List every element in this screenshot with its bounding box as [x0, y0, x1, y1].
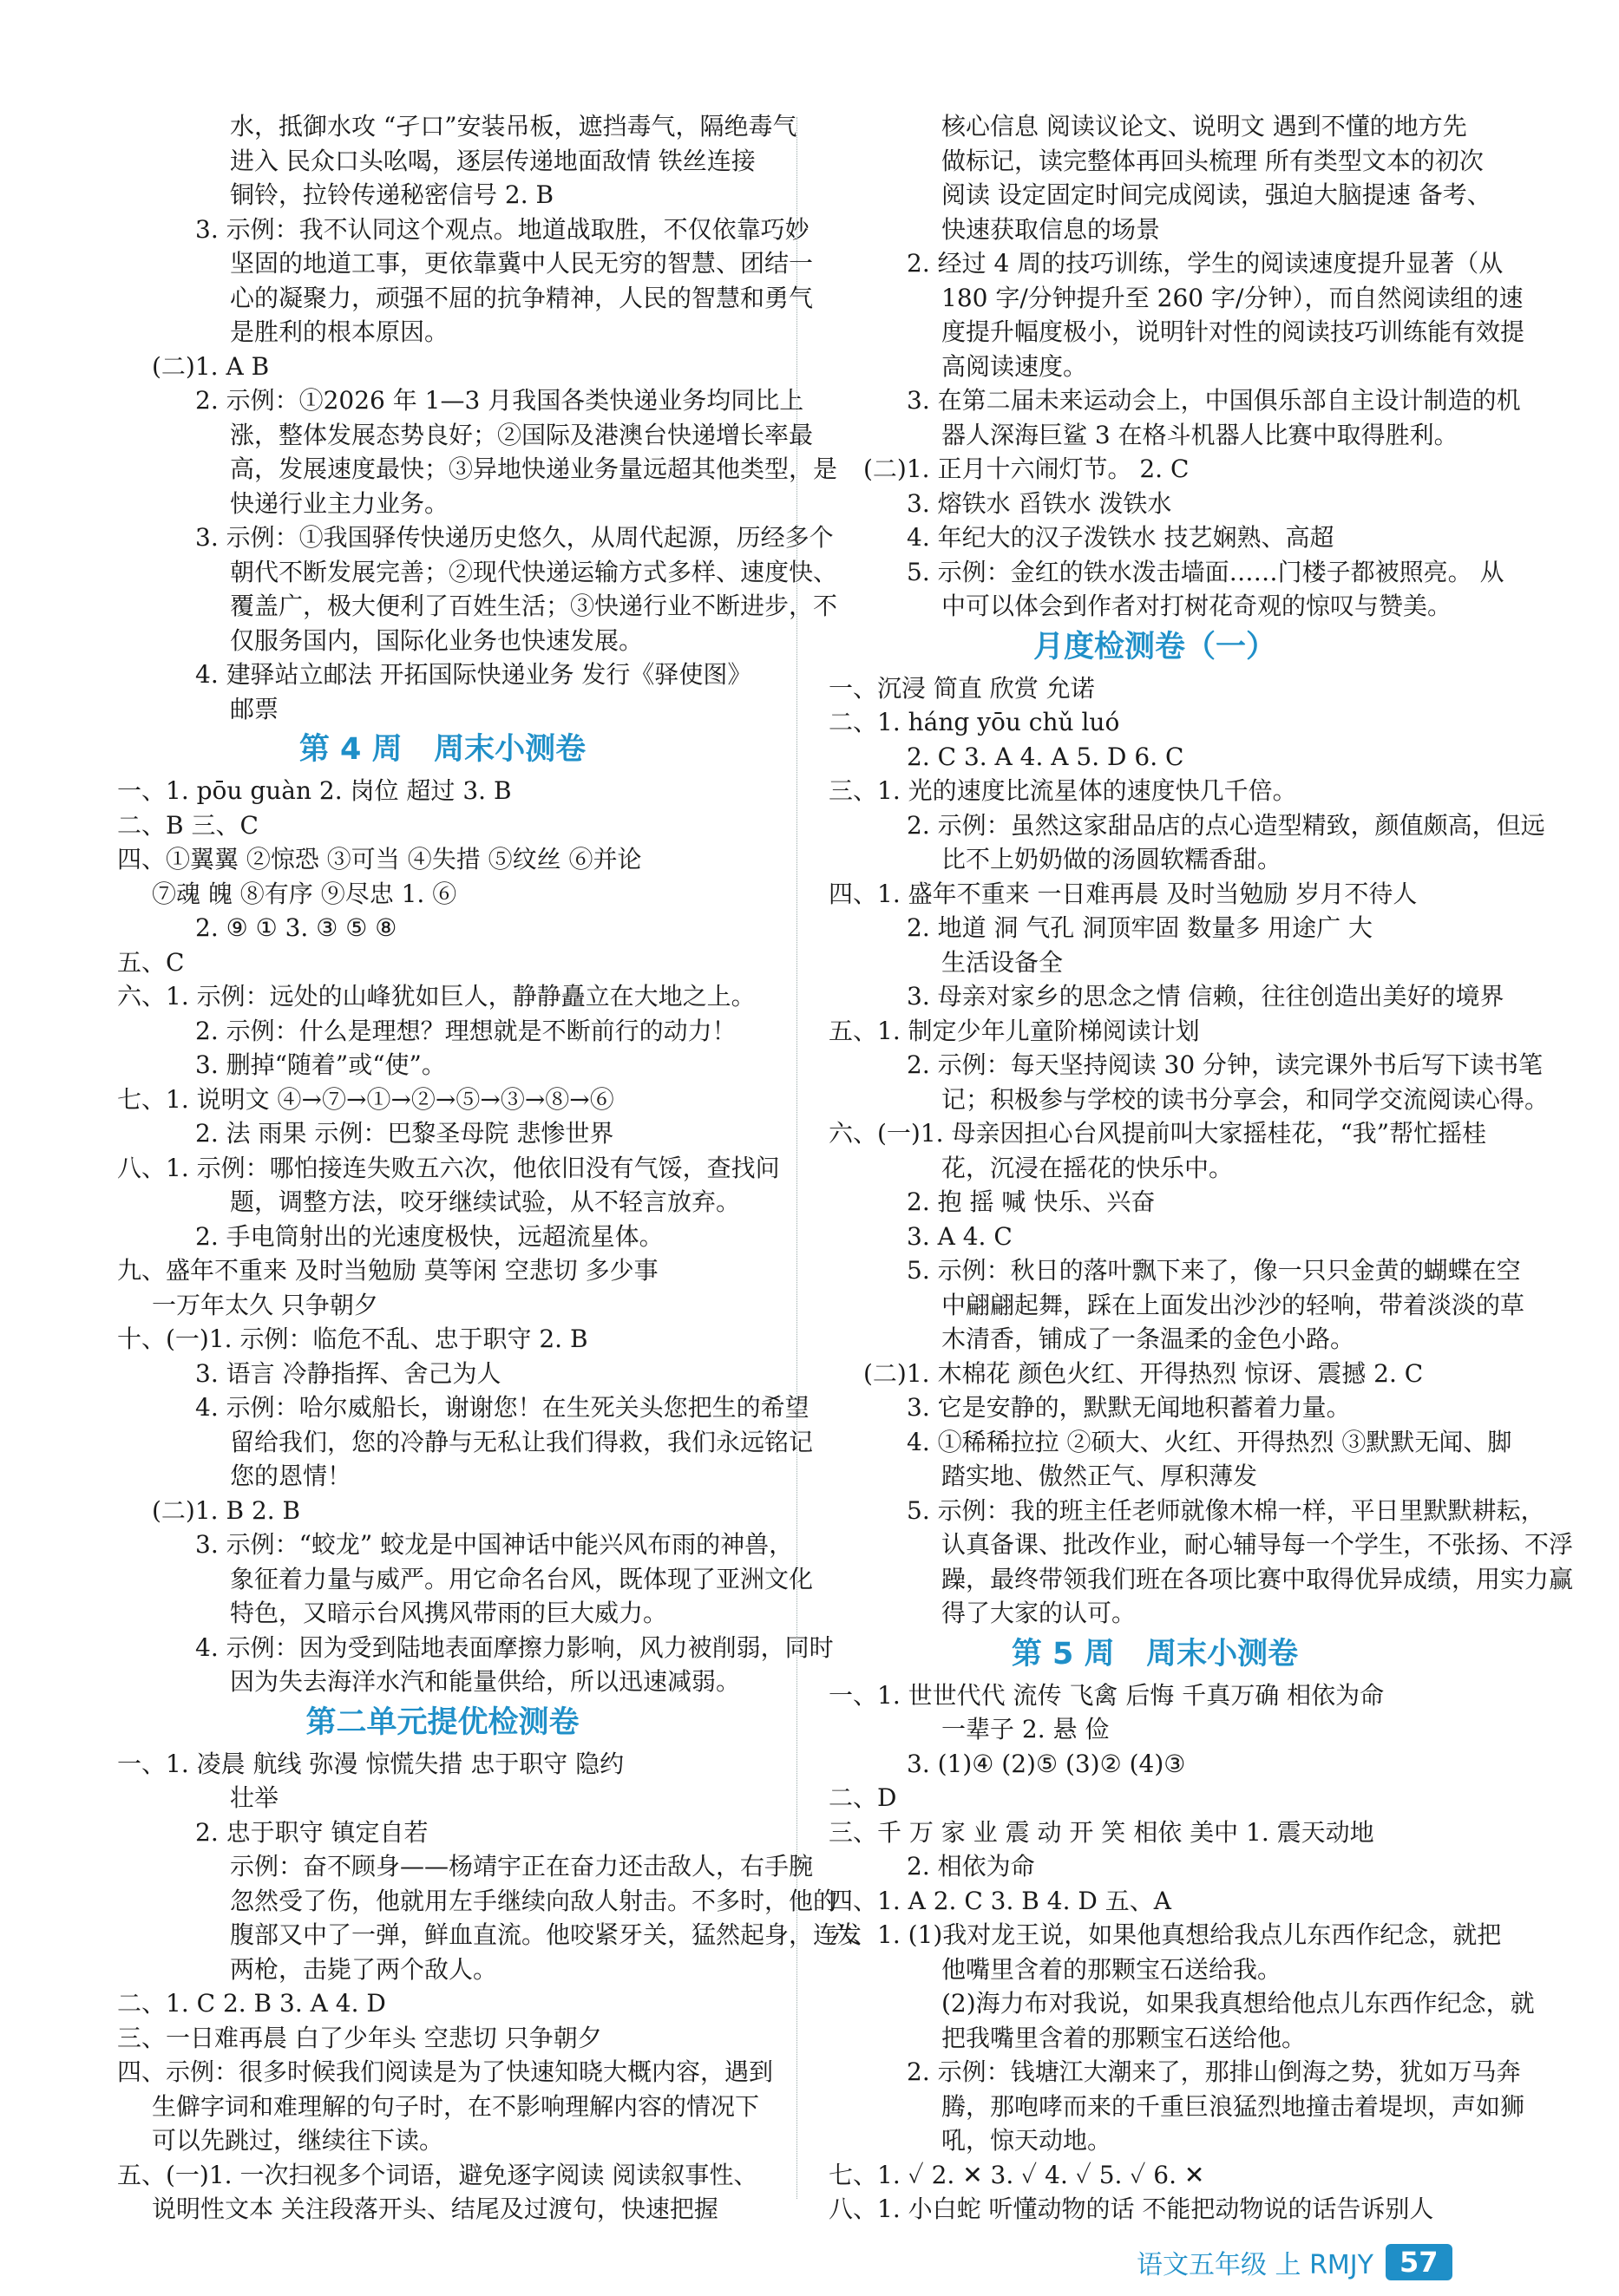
- answer-line: 二、1. háng yōu chǔ luó: [829, 708, 1120, 736]
- page-footer: [1137, 2242, 1452, 2281]
- answer-line: 2. 相依为命: [907, 1852, 1035, 1881]
- answer-line: 一辈子 2. 悬 俭: [941, 1715, 1110, 1743]
- answer-line: 他嘴里含着的那颗宝石送给我。: [941, 1954, 1282, 1984]
- answer-line: 2. 手电筒射出的光速度极快，远超流星体。: [195, 1221, 664, 1251]
- answer-line: 二、B 三、C: [117, 810, 259, 840]
- answer-line: 象征着力量与威严。用它命名台风，既体现了亚洲文化: [230, 1564, 814, 1593]
- answer-line: 心的凝聚力，顽强不屈的抗争精神，人民的智慧和勇气: [230, 283, 814, 312]
- answer-line: 3. A 4. C: [907, 1221, 1013, 1251]
- answer-line: (二)1. 正月十六闹灯节。 2. C: [863, 455, 1190, 483]
- answer-line: 3. 示例：“蛟龙” 蛟龙是中国神话中能兴风布雨的神兽，: [195, 1530, 794, 1559]
- answer-line: 做标记，读完整体再回头梳理 所有类型文本的初次: [941, 146, 1484, 175]
- answer-line: 阅读 设定固定时间完成阅读，强迫大脑提速 备考、: [941, 180, 1491, 209]
- answer-line: 题，调整方法，咬牙继续试验，从不轻言放弃。: [230, 1187, 741, 1216]
- answer-line: 三、1. 光的速度比流星体的速度快几千倍。: [829, 776, 1297, 805]
- answer-line: 说明性文本 关注段落开头、结尾及过渡句，快速把握: [152, 2195, 718, 2223]
- answer-line: 度提升幅度极小，说明针对性的阅读技巧训练能有效提: [941, 317, 1525, 346]
- answer-line: 特色，又暗示台风携风带雨的巨大威力。: [230, 1599, 668, 1627]
- answer-line: 3. 熔铁水 舀铁水 泼铁水: [907, 488, 1172, 518]
- answer-line: 因为失去海洋水汽和能量供给，所以迅速减弱。: [230, 1667, 741, 1696]
- answer-line: 六、1. (1)我对龙王说，如果他真想给我点儿东西作纪念，就把: [829, 1920, 1502, 1949]
- answer-line: 4. 年纪大的汉子泼铁水 技艺娴熟、高超: [907, 523, 1334, 552]
- answer-line: 花，沉浸在摇花的快乐中。: [941, 1153, 1234, 1182]
- answer-line: 木清香，铺成了一条温柔的金色小路。: [941, 1325, 1355, 1353]
- answer-line: 二、1. C 2. B 3. A 4. D: [117, 1989, 386, 2018]
- answer-line: 四、1. 盛年不重来 一日难再晨 及时当勉励 岁月不待人: [829, 879, 1418, 908]
- answer-line: 七、1. 说明文 ④→⑦→①→②→⑤→③→⑧→⑥: [117, 1084, 614, 1114]
- answer-line: 示例：奋不顾身——杨靖宇正在奋力还击敌人，右手腕: [230, 1852, 814, 1881]
- answer-line: 进入 民众口头吆喝，逐层传递地面敌情 铁丝连接: [230, 146, 756, 175]
- answer-line: 5. 示例：我的班主任老师就像木棉一样，平日里默默耕耘，: [907, 1495, 1545, 1525]
- answer-line: 三、千 万 家 业 震 动 开 笑 相依 美中 1. 震天动地: [829, 1817, 1374, 1847]
- answer-line: 把我嘴里含着的那颗宝石送给他。: [941, 2023, 1307, 2052]
- answer-line: 2. 示例：虽然这家甜品店的点心造型精致，颜值颇高，但远: [907, 810, 1545, 840]
- answer-line: 中可以体会到作者对打树花奇观的惊叹与赞美。: [941, 592, 1452, 620]
- answer-line: 九、盛年不重来 及时当勉励 莫等闲 空悲切 多少事: [117, 1256, 659, 1285]
- section-heading: 第 5 周 周末小测卷: [1011, 1636, 1299, 1671]
- answer-line: 躁，最终带领我们班在各项比赛中取得优异成绩，用实力赢: [941, 1564, 1574, 1593]
- answer-line: 一、1. 世世代代 流传 飞禽 后悔 千真万确 相依为命: [829, 1680, 1385, 1710]
- answer-line: 六、(一)1. 母亲因担心台风提前叫大家摇桂花，“我”帮忙摇桂: [829, 1119, 1487, 1148]
- left-column: [117, 109, 862, 2227]
- footer-label: 语文五年级 上 RMJY: [1137, 2249, 1373, 2280]
- answer-line: 5. 示例：秋日的落叶飘下来了，像一只只金黄的蝴蝶在空: [907, 1256, 1521, 1285]
- answer-line: 腾，那咆哮而来的千重巨浪猛烈地撞击着堤坝，声如狮: [941, 2091, 1525, 2121]
- answer-line: 4. 建驿站立邮法 开拓国际快递业务 发行《驿使图》: [195, 660, 752, 689]
- answer-line: 壮举: [230, 1783, 279, 1812]
- answer-line: 生活设备全: [941, 947, 1064, 977]
- answer-line: 3. 语言 冷静指挥、舍己为人: [195, 1358, 501, 1388]
- answer-line: 2. 示例：什么是理想？理想就是不断前行的动力！: [195, 1016, 737, 1045]
- answer-line: 中翩翩起舞，踩在上面发出沙沙的轻响，带着淡淡的草: [941, 1290, 1525, 1319]
- answer-line: 3. 示例：我不认同这个观点。地道战取胜，不仅依靠巧妙: [195, 214, 810, 244]
- answer-line: 水，抵御水攻 “孑口”安装吊板，遮挡毒气，隔绝毒气: [230, 112, 797, 141]
- right-column: [829, 109, 1574, 2227]
- answer-line: 留给我们，您的冷静与无私让我们得救，我们永远铭记: [230, 1427, 814, 1456]
- section-heading: 月度检测卷（一）: [1032, 629, 1276, 664]
- answer-line: 4. ①稀稀拉拉 ②硕大、火红、开得热烈 ③默默无闻、脚: [907, 1427, 1512, 1456]
- answer-line: 一、沉浸 简直 欣赏 允诺: [829, 673, 1095, 703]
- answer-line: 4. 示例：哈尔威船长，谢谢您！在生死关头您把生的希望: [195, 1393, 810, 1422]
- answer-line: (二)1. B 2. B: [152, 1495, 301, 1525]
- answer-line: 吼，惊天动地。: [941, 2126, 1112, 2155]
- answer-line: 仅服务国内，国际化业务也快速发展。: [230, 625, 644, 655]
- answer-line: 生僻字词和难理解的句子时，在不影响理解内容的情况下: [152, 2091, 760, 2121]
- answer-line: 八、1. 小白蛇 听懂动物的话 不能把动物说的话告诉别人: [829, 2195, 1434, 2223]
- answer-line: 四、示例：很多时候我们阅读是为了快速知晓大概内容，遇到: [117, 2057, 774, 2086]
- answer-line: 快递行业主力业务。: [230, 488, 449, 518]
- answer-line: 五、(一)1. 一次扫视多个词语，避免逐字阅读 阅读叙事性、: [117, 2160, 758, 2189]
- answer-line: 十、(一)1. 示例：临危不乱、忠于职守 2. B: [117, 1325, 588, 1353]
- answer-line: (2)海力布对我说，如果我真想给他点儿东西作纪念，就: [941, 1989, 1535, 2018]
- answer-line: 覆盖广，极大便利了百姓生活；③快递行业不断进步，不: [230, 592, 838, 620]
- answer-line: 3. 母亲对家乡的思念之情 信赖，往往创造出美好的境界: [907, 982, 1504, 1011]
- answer-line: 一、1. 凌晨 航线 弥漫 惊慌失措 忠于职守 隐约: [117, 1749, 625, 1778]
- answer-line: 比不上奶奶做的汤圆软糯香甜。: [941, 845, 1282, 873]
- answer-line: 认真备课、批改作业，耐心辅导每一个学生，不张扬、不浮: [941, 1530, 1574, 1559]
- answer-line: 3. 它是安静的，默默无闻地积蓄着力量。: [907, 1393, 1351, 1422]
- answer-line: (二)1. A B: [152, 351, 270, 381]
- answer-line: 六、1. 示例：远处的山峰犹如巨人，静静矗立在大地之上。: [117, 982, 756, 1011]
- answer-line: 高，发展速度最快；③异地快递业务量远超其他类型，是: [230, 455, 838, 483]
- answer-line: 坚固的地道工事，更依靠冀中人民无穷的智慧、团结一: [230, 249, 814, 278]
- answer-line: 核心信息 阅读议论文、说明文 遇到不懂的地方先: [941, 112, 1467, 141]
- answer-line: 邮票: [230, 694, 279, 723]
- section-heading: 第 4 周 周末小测卷: [298, 732, 587, 767]
- answer-line: 2. 示例：钱塘江大潮来了，那排山倒海之势，犹如万马奔: [907, 2057, 1521, 2086]
- answer-line: 3. 删掉“随着”或“使”。: [195, 1050, 446, 1079]
- answer-line: 2. 法 雨果 示例：巴黎圣母院 悲惨世界: [195, 1119, 614, 1148]
- answer-line: 铜铃，拉铃传递秘密信号 2. B: [230, 180, 554, 209]
- answer-line: 3. 示例：①我国驿传快递历史悠久，从周代起源，历经多个: [195, 523, 834, 552]
- answer-line: 2. 经过 4 周的技巧训练，学生的阅读速度提升显著（从: [907, 249, 1504, 278]
- answer-line: 四、①翼翼 ②惊恐 ③可当 ④失措 ⑤纹丝 ⑥并论: [117, 845, 642, 873]
- answer-line: 五、1. 制定少年儿童阶梯阅读计划: [829, 1016, 1200, 1045]
- answer-line: 忽然受了伤，他就用左手继续向敌人射击。不多时，他的: [230, 1886, 838, 1915]
- answer-line: 3. (1)④ (2)⑤ (3)② (4)③: [907, 1749, 1186, 1778]
- answer-line: 二、D: [829, 1783, 897, 1812]
- answer-line: 4. 示例：因为受到陆地表面摩擦力影响，风力被削弱，同时: [195, 1632, 834, 1662]
- answer-line: 您的恩情！: [230, 1462, 352, 1490]
- answer-line: 2. 示例：①2026 年 1—3 月我国各类快递业务均同比上: [195, 386, 804, 415]
- answer-line: 五、C: [117, 947, 185, 977]
- answer-line: 两枪，击毙了两个敌人。: [230, 1954, 498, 1984]
- answer-line: 2. ⑨ ① 3. ③ ⑤ ⑧: [195, 913, 397, 942]
- answer-line: 3. 在第二届未来运动会上，中国俱乐部自主设计制造的机: [907, 386, 1521, 415]
- answer-line: 得了大家的认可。: [941, 1599, 1137, 1627]
- answer-line: 三、一日难再晨 白了少年头 空悲切 只争朝夕: [117, 2023, 602, 2052]
- answer-line: 可以先跳过，继续往下读。: [152, 2126, 444, 2155]
- answer-line: (二)1. 木棉花 颜色火红、开得热烈 惊讶、震撼 2. C: [863, 1358, 1424, 1388]
- answer-line: 2. 忠于职守 镇定自若: [195, 1817, 429, 1847]
- answer-line: 朝代不断发展完善；②现代快递运输方式多样、速度快、: [230, 557, 838, 586]
- answer-line: 2. C 3. A 4. A 5. D 6. C: [907, 742, 1184, 771]
- answer-line: 一、1. pōu guàn 2. 岗位 超过 3. B: [117, 776, 512, 805]
- answer-line: 八、1. 示例：哪怕接连失败五六次，他依旧没有气馁，查找问: [117, 1153, 780, 1182]
- answer-line: 器人深海巨鲨 3 在格斗机器人比赛中取得胜利。: [941, 420, 1458, 449]
- answer-line: ⑦魂 魄 ⑧有序 ⑨尽忠 1. ⑥: [152, 879, 457, 908]
- answer-line: 2. 示例：每天坚持阅读 30 分钟，读完课外书后写下读书笔: [907, 1050, 1544, 1079]
- answer-line: 2. 抱 摇 喊 快乐、兴奋: [907, 1187, 1156, 1216]
- answer-line: 5. 示例：金红的铁水泼击墙面……门楼子都被照亮。 从: [907, 557, 1504, 586]
- page-number: 57: [1386, 2244, 1452, 2280]
- answer-line: 七、1. ✓ 2. ✕ 3. ✓ 4. ✓ 5. ✓ 6. ✕: [829, 2160, 1205, 2189]
- answer-line: 腹部又中了一弹，鲜血直流。他咬紧牙关，猛然起身，连发: [230, 1920, 862, 1949]
- answer-line: 踏实地、傲然正气、厚积薄发: [941, 1462, 1258, 1490]
- column-divider: [796, 117, 797, 2199]
- answer-line: 涨，整体发展态势良好；②国际及港澳台快递增长率最: [230, 420, 814, 449]
- answer-line: 2. 地道 洞 气孔 洞顶牢固 数量多 用途广 大: [907, 913, 1373, 942]
- section-heading: 第二单元提优检测卷: [305, 1704, 580, 1740]
- answer-line: 快速获取信息的场景: [941, 214, 1161, 244]
- answer-line: 四、1. A 2. C 3. B 4. D 五、A: [829, 1886, 1171, 1915]
- answer-line: 记；积极参与学校的读书分享会，和同学交流阅读心得。: [941, 1084, 1550, 1114]
- answer-line: 是胜利的根本原因。: [230, 317, 449, 346]
- answer-line: 一万年太久 只争朝夕: [152, 1290, 378, 1319]
- answer-line: 高阅读速度。: [941, 351, 1088, 381]
- answer-line: 180 字/分钟提升至 260 字/分钟），而自然阅读组的速: [941, 283, 1524, 312]
